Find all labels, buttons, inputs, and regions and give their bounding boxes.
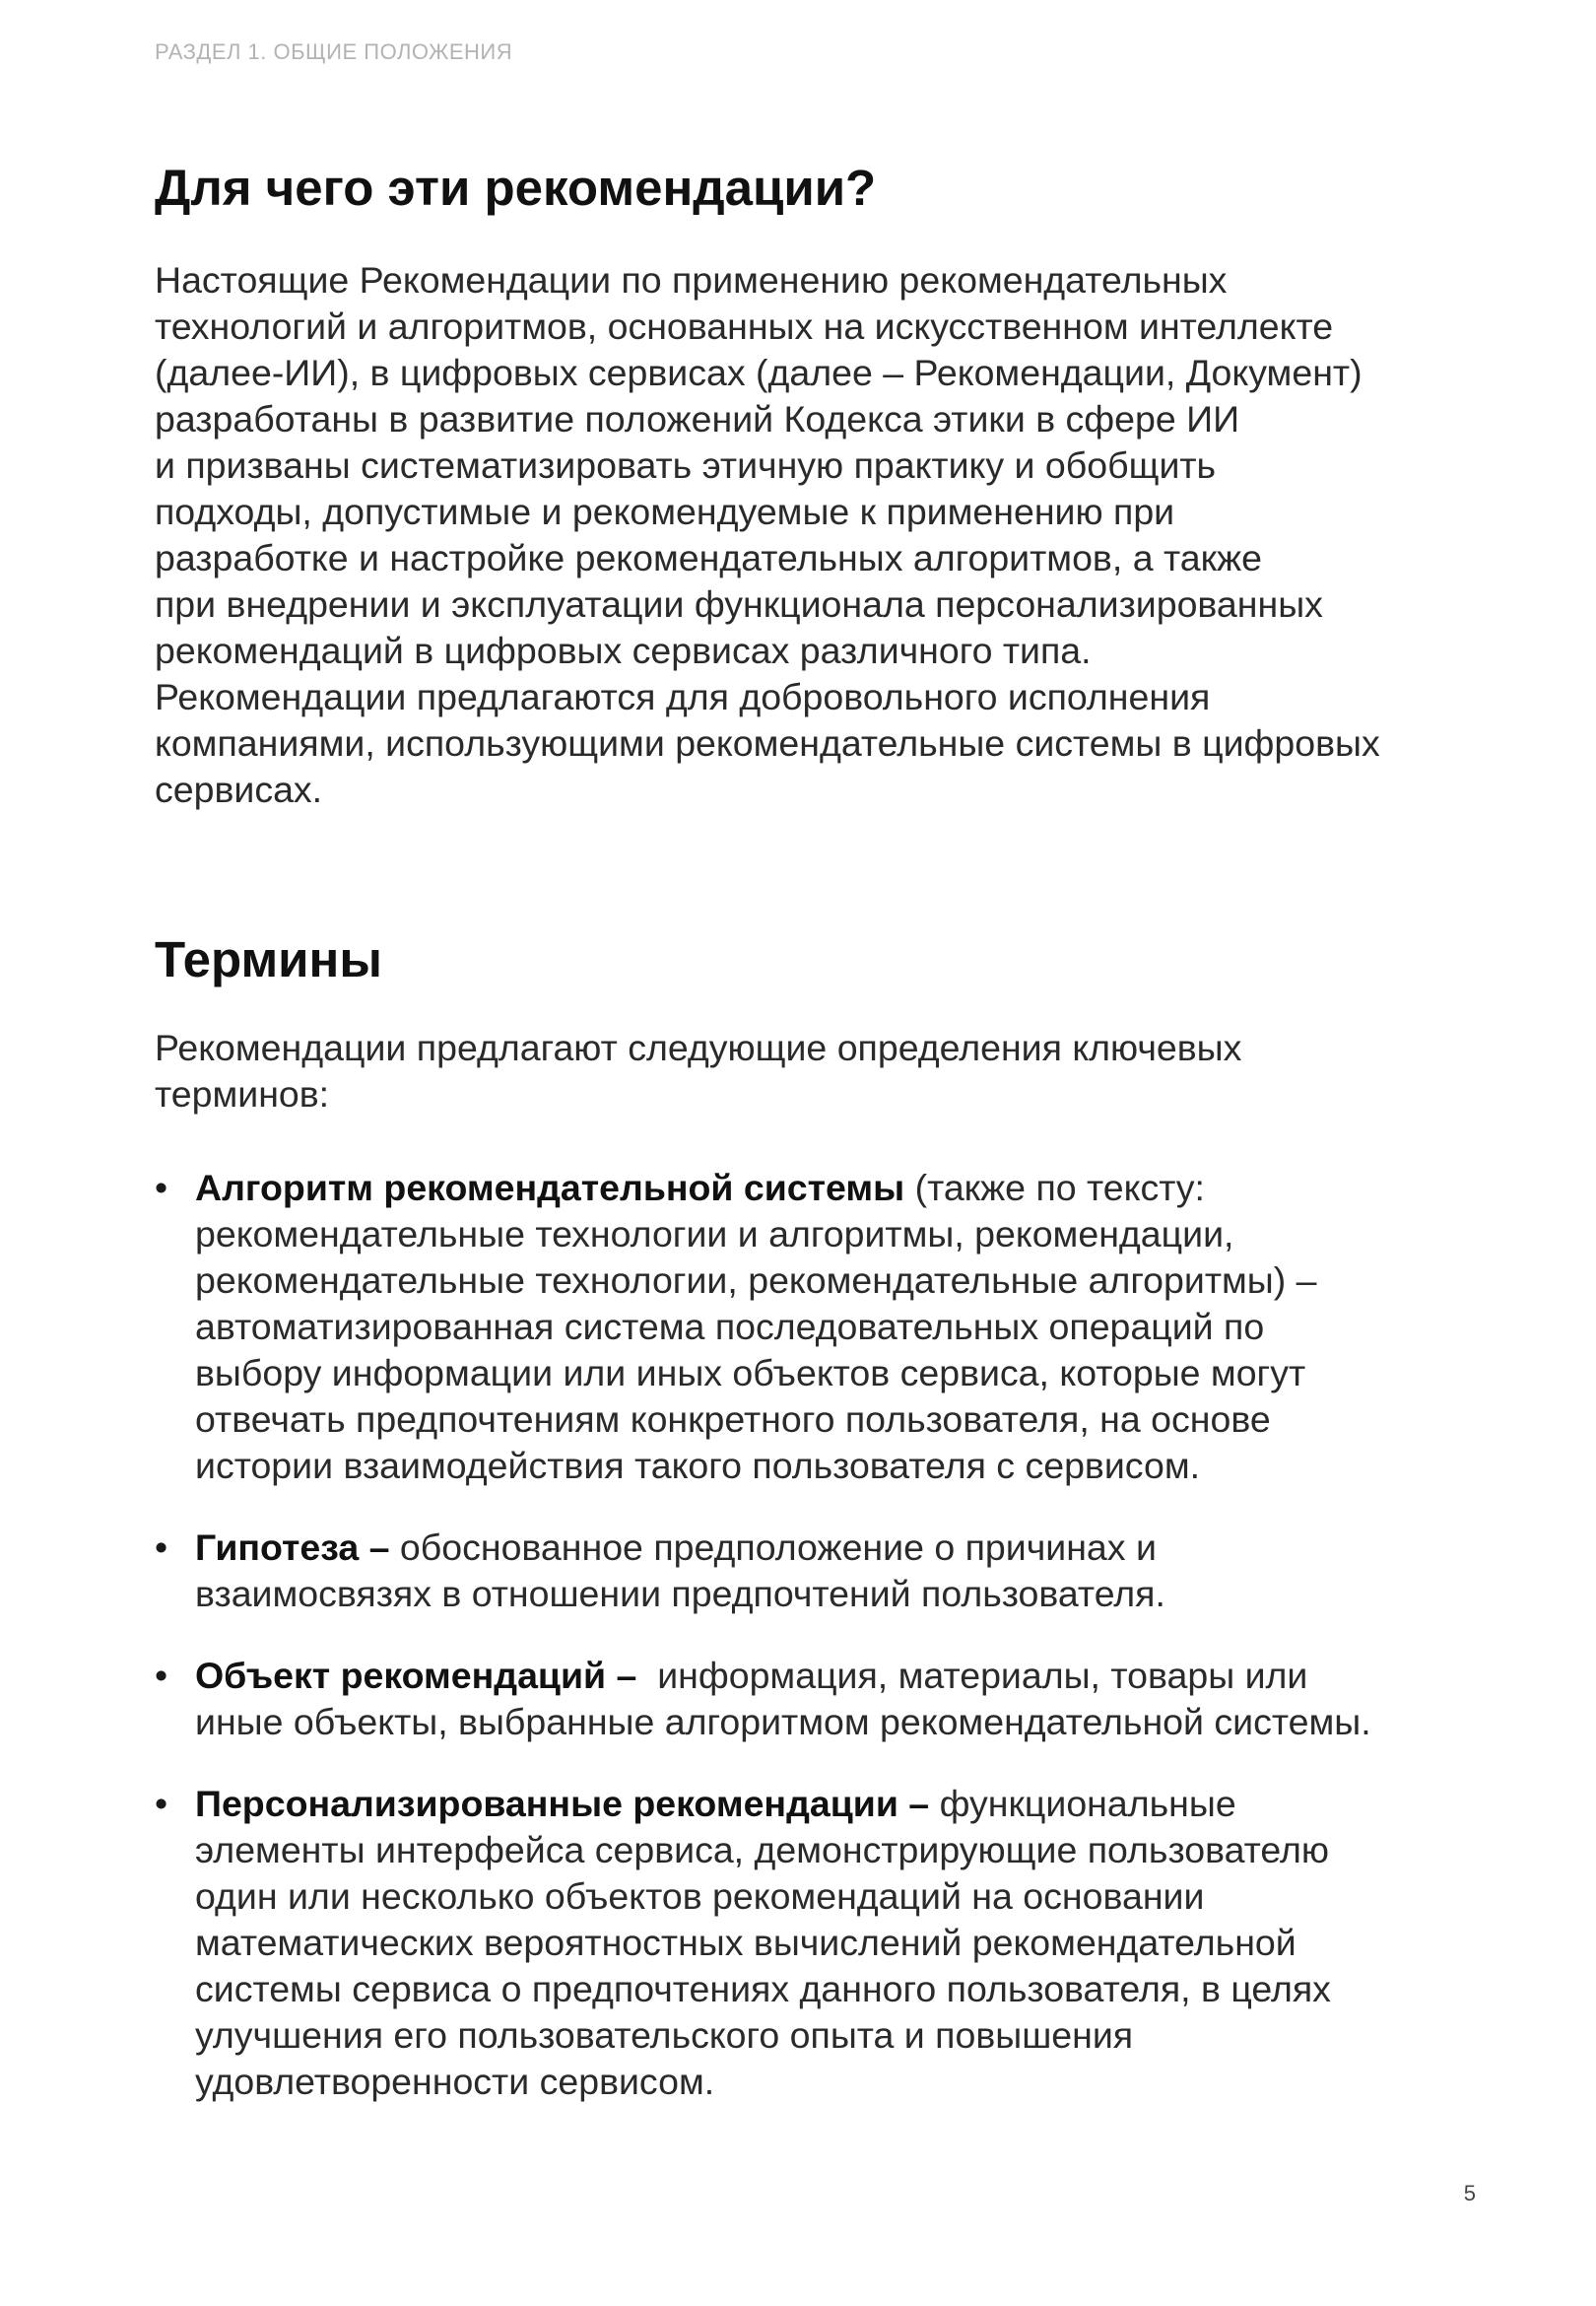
term-definition-line: выбору информации или иных объектов сервиса, которые могут	[195, 1352, 1306, 1394]
term-first-line	[195, 1653, 1455, 1699]
term-definition-start: информация, материалы, товары или	[636, 1655, 1308, 1697]
term-definition-line: математических вероятностных вычислений рекомендательной	[195, 1922, 1297, 1964]
term-definition-line: рекомендательные технологии и алгоритмы, рекомендации,	[195, 1213, 1234, 1255]
running-header: РАЗДЕЛ 1. ОБЩИЕ ПОЛОЖЕНИЯ	[155, 39, 513, 64]
paragraph-line: компаниями, использующими рекомендательные системы в цифровых	[155, 722, 1380, 765]
term-first-line	[195, 1781, 1455, 1827]
term-definition-line: взаимосвязях в отношении предпочтений пользователя.	[195, 1573, 1165, 1615]
term-name: Алгоритм рекомендательной системы	[195, 1167, 905, 1209]
term-item	[155, 1165, 1455, 1489]
term-definition-line: элементы интерфейса сервиса, демонстрирующие пользователю	[195, 1829, 1330, 1871]
paragraph-line: при внедрении и эксплуатации функционала персонализированных	[155, 583, 1323, 626]
term-name: Объект рекомендаций –	[195, 1655, 637, 1697]
term-definition-line: рекомендательные технологии, рекомендательные алгоритмы) –	[195, 1259, 1317, 1302]
terms-intro	[155, 1025, 1455, 1118]
bullet-icon: •	[155, 1655, 168, 1697]
paragraph-line: Настоящие Рекомендации по применению рекомендательных	[155, 259, 1228, 302]
purpose-paragraph	[155, 257, 1455, 813]
term-item	[155, 1525, 1455, 1617]
term-definition-line: автоматизированная система последовательных операций по	[195, 1306, 1265, 1348]
term-item	[155, 1653, 1455, 1745]
paragraph-line: рекомендаций в цифровых сервисах различного типа.	[155, 630, 1092, 672]
term-first-line	[195, 1525, 1455, 1571]
paragraph-line: сервисах.	[155, 769, 323, 811]
paragraph-line: технологий и алгоритмов, основанных на искусственном интеллекте	[155, 305, 1334, 348]
term-name: Персонализированные рекомендации –	[195, 1783, 930, 1825]
paragraph-line: (далее-ИИ), в цифровых сервисах (далее – Рекомендации, Документ)	[155, 352, 1363, 394]
term-first-line	[195, 1165, 1455, 1211]
term-name: Гипотеза –	[195, 1526, 390, 1569]
term-definition-start: функциональные	[929, 1783, 1236, 1825]
paragraph-line: разработаны в развитие положений Кодекса этики в сфере ИИ	[155, 398, 1240, 441]
paragraph-line: терминов:	[155, 1073, 330, 1116]
terms-list	[155, 1165, 1455, 2105]
term-definition-line: удовлетворенности сервисом.	[195, 2061, 715, 2103]
term-definition-line: один или несколько объектов рекомендаций на основании	[195, 1875, 1205, 1918]
purpose-title: Для чего эти рекомендации?	[155, 160, 877, 216]
terms-title: Термины	[155, 931, 382, 988]
term-definition-line: улучшения его пользовательского опыта и повышения	[195, 2014, 1134, 2057]
paragraph-line: подходы, допустимые и рекомендуемые к применению при	[155, 491, 1175, 533]
term-definition-start: обоснованное предположение о причинах и	[389, 1526, 1157, 1569]
term-item	[155, 1781, 1455, 2105]
bullet-icon: •	[155, 1783, 168, 1825]
term-definition-start: (также по тексту:	[904, 1167, 1205, 1209]
term-definition-line: системы сервиса о предпочтениях данного пользователя, в целях	[195, 1968, 1331, 2010]
paragraph-line: Рекомендации предлагаются для добровольного исполнения	[155, 676, 1211, 718]
term-definition-line: отвечать предпочтениям конкретного пользователя, на основе	[195, 1398, 1271, 1441]
page-number: 5	[1463, 2181, 1476, 2205]
bullet-icon: •	[155, 1526, 168, 1569]
term-definition-line: истории взаимодействия такого пользователя с сервисом.	[195, 1445, 1201, 1487]
paragraph-line: разработке и настройке рекомендательных алгоритмов, а также	[155, 537, 1262, 579]
term-definition-line: иные объекты, выбранные алгоритмом рекомендательной системы.	[195, 1701, 1371, 1743]
paragraph-line: и призваны систематизировать этичную практику и обобщить	[155, 444, 1217, 487]
paragraph-line: Рекомендации предлагают следующие определения ключевых	[155, 1027, 1242, 1069]
page-content	[155, 158, 1455, 2140]
bullet-icon: •	[155, 1167, 168, 1209]
